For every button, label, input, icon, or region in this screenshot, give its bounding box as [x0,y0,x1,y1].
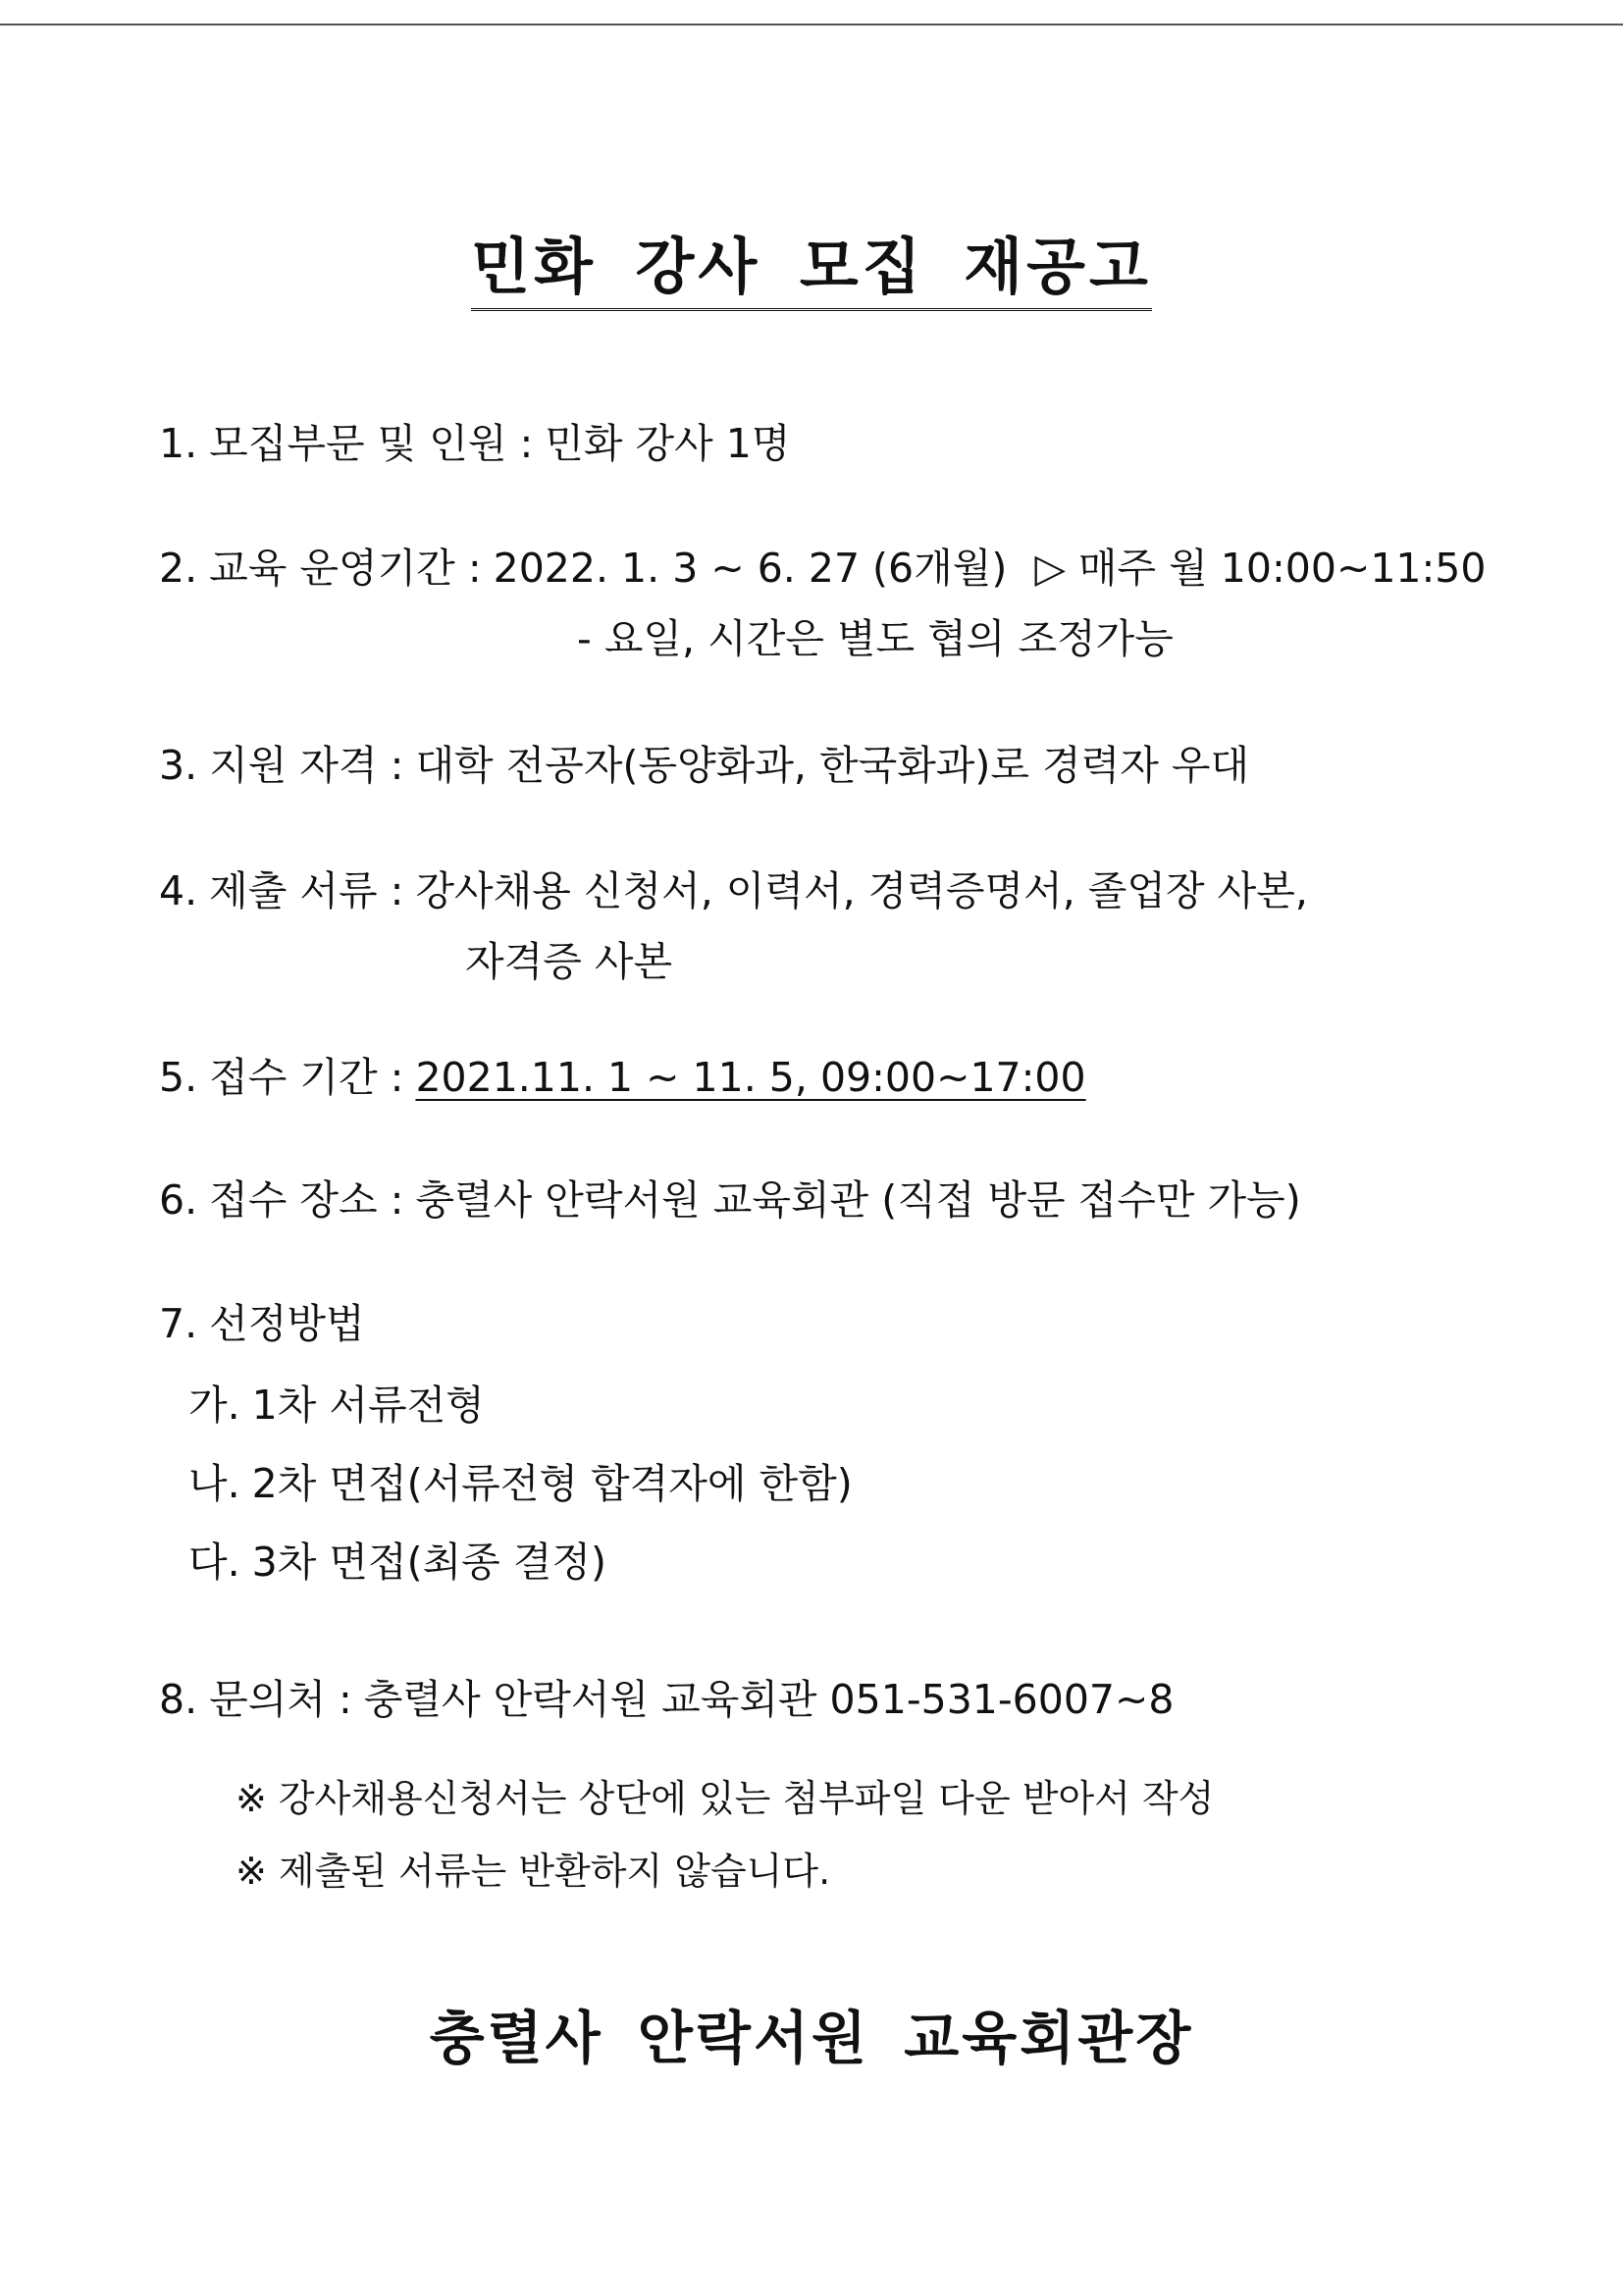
item-6-label: 접수 장소 : [209,1176,404,1224]
item-5-value: 2021.11. 1 ~ 11. 5, 09:00~17:00 [415,1054,1086,1101]
item-5-number: 5. [159,1054,198,1101]
item-2-number: 2. [159,545,198,592]
item-8-label: 문의처 : [209,1676,352,1723]
organization-name: 충렬사 안락서원 교육회관장 [429,2005,1194,2071]
item-5-label: 접수 기간 : [209,1054,404,1101]
item-4-continuation: 자격증 사본 [465,938,673,985]
item-1 [159,420,791,467]
document-title [0,218,1623,305]
item-2 [159,545,1487,592]
item-1-number: 1. [159,420,198,467]
item-3 [159,742,1250,789]
selection-step-1-text: 1차 서류전형 [251,1382,485,1429]
item-5 [159,1054,1086,1101]
item-2-label: 교육 운영기간 : [209,545,482,592]
top-rule [0,24,1623,26]
item-6 [159,1176,1301,1224]
item-4-number: 4. [159,867,198,914]
item-2-value: 2022. 1. 3 ~ 6. 27 (6개월) [493,545,1008,592]
item-8-number: 8. [159,1676,198,1723]
item-8 [159,1676,1175,1723]
item-1-value: 민화 강사 1명 [545,420,791,467]
item-7 [159,1300,365,1347]
note-2: ※ 제출된 서류는 반환하지 않습니다. [236,1850,831,1893]
item-6-value: 충렬사 안락서원 교육회관 (직접 방문 접수만 가능) [415,1176,1301,1224]
item-2-continuation: - 요일, 시간은 별도 협의 조정가능 [577,615,1174,662]
note-1: ※ 강사채용신청서는 상단에 있는 첨부파일 다운 받아서 작성 [236,1777,1215,1820]
selection-step-3-mark: 다. [188,1539,240,1586]
selection-step-3 [188,1539,607,1586]
selection-step-2 [188,1460,853,1507]
item-2-schedule: ▷ 매주 월 10:00~11:50 [1034,545,1487,592]
selection-step-2-text: 2차 면접(서류전형 합격자에 한함) [251,1460,853,1507]
item-4-label: 제출 서류 : [209,867,404,914]
item-3-label: 지원 자격 : [209,742,404,789]
selection-step-1 [188,1382,485,1429]
item-7-number: 7. [159,1300,198,1347]
selection-step-1-mark: 가. [188,1382,240,1429]
item-1-label: 모집부문 및 인원 : [209,420,534,467]
item-6-number: 6. [159,1176,198,1224]
item-4-value: 강사채용 신청서, 이력서, 경력증명서, 졸업장 사본, [415,867,1308,914]
item-3-value: 대학 전공자(동양화과, 한국화과)로 경력자 우대 [415,742,1250,789]
document-title-text: 민화 강사 모집 재공고 [471,231,1152,311]
selection-step-3-text: 3차 면접(최종 결정) [251,1539,607,1586]
item-4 [159,867,1308,914]
item-7-label: 선정방법 [209,1300,365,1347]
item-8-value: 충렬사 안락서원 교육회관 051-531-6007~8 [363,1676,1175,1723]
item-3-number: 3. [159,742,198,789]
selection-step-2-mark: 나. [188,1460,240,1507]
